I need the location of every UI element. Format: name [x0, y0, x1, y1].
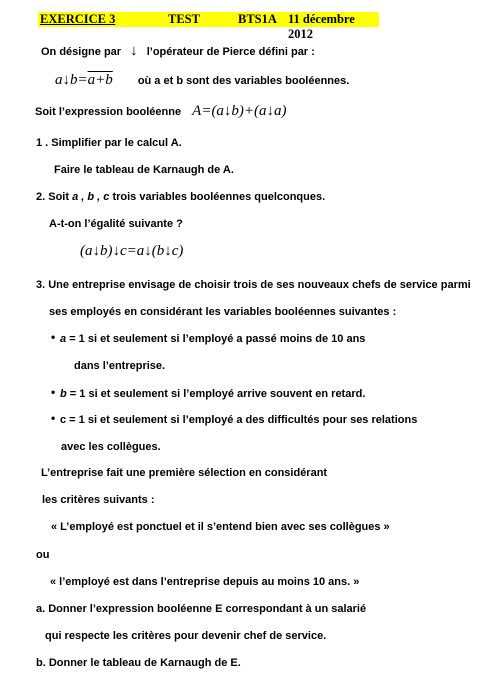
class-label: BTS1A: [238, 12, 277, 26]
date-label: 11 décembre 2012: [288, 12, 355, 41]
definition-lhs: a↓b=: [55, 72, 88, 88]
header-bar: [38, 12, 379, 41]
bullet-c-cont: avec les collègues.: [61, 441, 161, 453]
qa-line1: a. Donner l’expression booléenne E correspondant à un salarié: [36, 603, 367, 615]
q1-line1: 1 . Simplifier par le calcul A.: [36, 137, 182, 149]
selection-line2: les critères suivants :: [42, 494, 155, 506]
bullet-dot: •: [51, 385, 56, 399]
bullet-b: [60, 387, 365, 401]
q2-line2: A-t-on l’égalité suivante ?: [49, 218, 183, 230]
criterion-1: « L’employé est ponctuel et il s’entend bien avec ses collègues »: [51, 521, 390, 533]
bullet-a: [60, 332, 365, 346]
bullet-dot: •: [51, 411, 56, 425]
definition-rhs: a+b: [87, 72, 113, 88]
qb-line: b. Donner le tableau de Karnaugh de E.: [36, 657, 241, 669]
q3-line1: 3. Une entreprise envisage de choisir trois de ses nouveaux chefs de service parmi: [36, 279, 471, 291]
bullet-dot: •: [51, 330, 56, 344]
test-label: TEST: [168, 12, 200, 26]
expression-a: A=(a↓b)+(a↓a): [192, 103, 287, 119]
q2-text-rest: trois variables booléennes quelconques.: [112, 191, 326, 203]
intro-text: On désigne par: [41, 46, 122, 58]
expression-line: [35, 104, 287, 119]
exercise-title: EXERCICE 3: [40, 12, 116, 26]
q2-text: 2. Soit: [36, 191, 70, 203]
expression-label: Soit l’expression booléenne: [35, 106, 182, 118]
q1-line2: Faire le tableau de Karnaugh de A.: [54, 164, 234, 176]
q3-line2: ses employés en considérant les variables booléennes suivantes :: [49, 306, 397, 318]
q2-vars: a , b , c: [72, 191, 110, 203]
qa-line2: qui respecte les critères pour devenir chef de service.: [45, 630, 327, 642]
equality-text: (a↓b)↓c=a↓(b↓c): [80, 243, 184, 259]
or-word: ou: [36, 549, 50, 561]
definition-note: où a et b sont des variables booléennes.: [137, 75, 350, 87]
criterion-2: « l’employé est dans l’entreprise depuis au moins 10 ans. »: [50, 576, 360, 588]
pierce-arrow: ↓: [130, 43, 138, 59]
q2-line1: [36, 190, 325, 204]
bullet-c: c = 1 si et seulement si l’employé a des difficultés pour ses relations: [60, 414, 418, 426]
intro-line: [41, 44, 315, 59]
bullet-a-var: a: [60, 333, 67, 345]
selection-line1: L’entreprise fait une première sélection en considérant: [41, 467, 328, 479]
definition-line: [55, 73, 349, 88]
bullet-a-cont: dans l’entreprise.: [74, 360, 166, 372]
bullet-a-text: = 1 si et seulement si l’employé a passé moins de 10 ans: [69, 333, 366, 345]
bullet-b-text: = 1 si et seulement si l’employé arrive souvent en retard.: [69, 388, 366, 400]
intro-text-rest: l’opérateur de Pierce défini par :: [146, 46, 315, 58]
bullet-b-var: b: [60, 388, 67, 400]
